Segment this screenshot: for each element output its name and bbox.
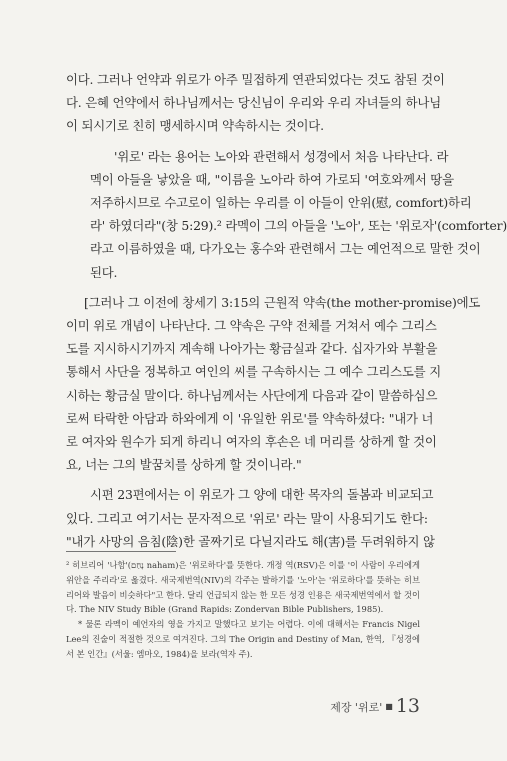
text-line: 시편 23편에서는 이 위로가 그 양에 대한 목자의 돌봄과 비교되고 bbox=[90, 487, 434, 503]
body-text bbox=[66, 68, 507, 560]
text-line: 라' 하였더라"(창 5:29).² 라멕이 그의 아들을 '노아', 또는 '위로자'(comforter) bbox=[90, 218, 507, 234]
paragraph-3 bbox=[66, 291, 481, 477]
page-footer bbox=[300, 695, 420, 717]
running-chapter-title: 제장 '위로' bbox=[330, 701, 383, 714]
text-line: "내가 사망의 음침(陰)한 골짜기로 다닐지라도 해(害)를 두려워하지 않 bbox=[66, 533, 435, 549]
paragraph-2 bbox=[66, 145, 507, 284]
text-line: 통해서 사단을 정복하고 여인의 씨를 구속하시는 그 예수 그리스도를 지 bbox=[66, 364, 441, 380]
footnotes bbox=[66, 558, 420, 662]
text-line: [그러나 그 이전에 창세기 3:15의 근원적 약속(the mother-promise)에도 bbox=[84, 294, 481, 310]
text-line: 다. 은혜 언약에서 하나님께서는 당신님이 우리와 우리 자녀들의 하나님 bbox=[66, 95, 441, 111]
page-number: 13 bbox=[395, 695, 420, 717]
text-line: '위로' 라는 용어는 노아와 관련해서 성경에서 처음 나타난다. 라 bbox=[114, 148, 449, 164]
text-line: 로써 타락한 아담과 하와에게 이 '유일한 위로'를 약속하셨다: "내가 너 bbox=[66, 410, 434, 426]
text-line: 멕이 아들을 낳았을 때, "이름을 노아라 하여 가로되 '여호와께서 땅을 bbox=[90, 171, 454, 187]
text-line: 이 되시기로 친히 맹세하시며 약속하시는 것이다. bbox=[66, 118, 324, 134]
footnote-divider bbox=[66, 551, 176, 552]
text-line: 이다. 그러나 언약과 위로가 아주 밀접하게 연관되었다는 것도 참된 것이 bbox=[66, 72, 445, 87]
text-line: 로 여자와 원수가 되게 하리니 여자의 후손은 네 머리를 상하게 할 것이 bbox=[66, 434, 437, 450]
text-line: 이미 위로 개념이 나타난다. 그 약속은 구약 전체를 거쳐서 예수 그리스 bbox=[66, 318, 437, 334]
paragraph-1 bbox=[66, 68, 445, 138]
text-line: 도를 지시하시기까지 계속해 나아가는 황금실과 같다. 십자가와 부활을 bbox=[66, 341, 438, 357]
text-line: 된다. bbox=[90, 264, 118, 280]
text-line: 요, 너는 그의 발꿈치를 상하게 할 것이니라." bbox=[66, 457, 302, 473]
text-line: 라고 이름하였을 때, 다가오는 홍수와 관련해서 그는 예언적으로 말한 것이 bbox=[90, 241, 481, 257]
footnote-translator: * 물론 라멕이 예언자의 영을 가지고 말했다고 보기는 어렵다. 이에 대해서는 Francis Nigel Lee의 진술이 적절한 것으로 여겨진다. 그의 The Origin and Destiny of Man, 한역, 『성경에서 본 인간』(서울: 엠마오, 1984)을 보라(역자 주). bbox=[66, 619, 420, 659]
text-line: 시하는 황금실 말이다. 하나님께서는 사단에게 다음과 같이 말씀하심으 bbox=[66, 387, 438, 403]
text-line: 저주하시므로 수고로이 일하는 우리를 이 아들이 안위(慰, comfort)하리 bbox=[90, 195, 472, 211]
footnote-2: ² 히브리어 '나함'(נָחַם naham)은 '위로하다'를 뜻한다. 개정 역(RSV)은 이를 '이 사람이 우리에게 위안을 주리라'로 옮겼다. 새국제번역(NIV)의 각주는 발하기를 '노아'는 '위로하다'를 뜻하는 히브리어와 발음이 비슷하다"고 한다. 달리 언급되지 않는 한 모든 성경 인용은 새국제번역에서 할 것이다. The NIV Study Bible (Grand Rapids: Zondervan Bible Publishers, 1985). bbox=[66, 560, 420, 615]
text-line: 있다. 그리고 여기서는 문자적으로 '위로' 라는 말이 사용되기도 한다: bbox=[66, 510, 428, 526]
paragraph-4 bbox=[66, 483, 435, 553]
square-bullet-icon: ■ bbox=[385, 702, 393, 711]
